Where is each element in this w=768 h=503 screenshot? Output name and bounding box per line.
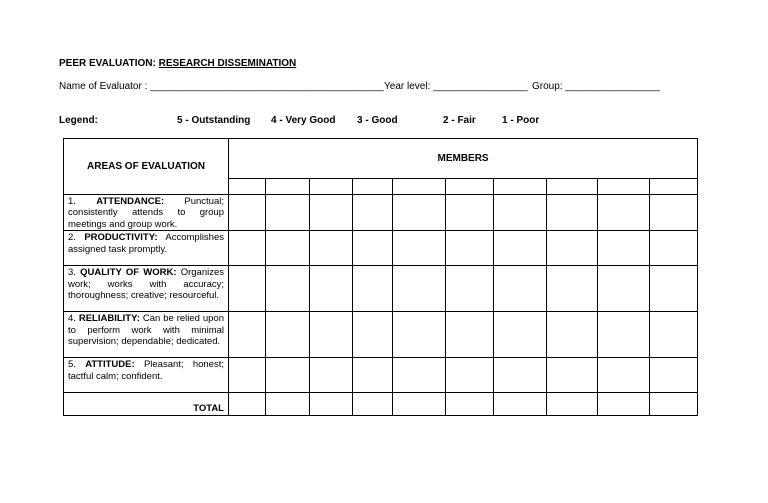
- score-cell[interactable]: [266, 266, 310, 312]
- score-cell[interactable]: [229, 266, 266, 312]
- score-cell[interactable]: [229, 358, 266, 393]
- total-cell[interactable]: [446, 393, 494, 416]
- score-cell[interactable]: [547, 195, 598, 231]
- member-name-cell[interactable]: [547, 179, 598, 195]
- members-header: MEMBERS: [229, 139, 698, 179]
- score-cell[interactable]: [494, 358, 547, 393]
- total-cell[interactable]: [494, 393, 547, 416]
- year-level-field[interactable]: Year level: _________________: [384, 81, 528, 92]
- criterion-row-attendance: [64, 195, 698, 231]
- score-cell[interactable]: [446, 266, 494, 312]
- score-cell[interactable]: [598, 312, 650, 358]
- criterion-description: Pleasant; honest; tactful calm; confident.: [68, 359, 224, 382]
- score-cell[interactable]: [393, 358, 446, 393]
- score-cell[interactable]: [393, 312, 446, 358]
- criterion-description: Organizes work; works with accuracy; thoroughness; creative; resourceful.: [68, 267, 225, 302]
- legend-item-very-good: 4 - Very Good: [271, 115, 336, 126]
- score-cell[interactable]: [353, 266, 393, 312]
- score-cell[interactable]: [547, 358, 598, 393]
- criterion-number: 2.: [68, 232, 85, 244]
- score-cell[interactable]: [598, 195, 650, 231]
- total-cell[interactable]: [650, 393, 698, 416]
- score-cell[interactable]: [229, 312, 266, 358]
- group-field[interactable]: Group: _________________: [532, 81, 660, 92]
- criterion-row-attitude: [64, 358, 698, 393]
- criterion-number: 1.: [68, 196, 97, 207]
- score-cell[interactable]: [393, 266, 446, 312]
- score-cell[interactable]: [650, 195, 698, 231]
- criterion-name: ATTENDANCE:: [96, 196, 165, 207]
- score-cell[interactable]: [650, 312, 698, 358]
- legend-label: Legend:: [59, 115, 98, 126]
- total-row: [64, 393, 698, 416]
- score-cell[interactable]: [229, 195, 266, 231]
- legend-item-fair: 2 - Fair: [443, 115, 476, 126]
- score-cell[interactable]: [266, 358, 310, 393]
- total-label: TOTAL: [64, 393, 229, 416]
- criterion-reliability: [64, 312, 229, 358]
- member-name-cell[interactable]: [229, 179, 266, 195]
- criterion-name: QUALITY OF WORK:: [80, 267, 177, 279]
- evaluation-table: [63, 138, 698, 416]
- score-cell[interactable]: [353, 312, 393, 358]
- criterion-quality-of-work: [64, 266, 229, 312]
- areas-of-evaluation-header: AREAS OF EVALUATION: [64, 139, 229, 195]
- score-cell[interactable]: [310, 266, 353, 312]
- criterion-productivity: [64, 231, 229, 266]
- legend-item-good: 3 - Good: [357, 115, 398, 126]
- criterion-number: 3.: [68, 267, 81, 279]
- title-main: RESEARCH DISSEMINATION: [158, 58, 297, 69]
- total-cell[interactable]: [266, 393, 310, 416]
- score-cell[interactable]: [650, 266, 698, 312]
- criterion-row-reliability: [64, 312, 698, 358]
- score-cell[interactable]: [446, 231, 494, 266]
- criterion-description: Accomplishes assigned task promptly.: [68, 232, 224, 255]
- criterion-number: 4.: [68, 313, 79, 325]
- score-cell[interactable]: [446, 358, 494, 393]
- score-cell[interactable]: [353, 195, 393, 231]
- score-cell[interactable]: [650, 358, 698, 393]
- criterion-row-productivity: [64, 231, 698, 266]
- member-name-cell[interactable]: [446, 179, 494, 195]
- criterion-attendance: [64, 195, 229, 231]
- member-name-cell[interactable]: [598, 179, 650, 195]
- total-cell[interactable]: [598, 393, 650, 416]
- score-cell[interactable]: [393, 195, 446, 231]
- score-cell[interactable]: [494, 231, 547, 266]
- score-cell[interactable]: [266, 312, 310, 358]
- member-name-cell[interactable]: [650, 179, 698, 195]
- score-cell[interactable]: [310, 195, 353, 231]
- total-cell[interactable]: [353, 393, 393, 416]
- title-separator: :: [152, 58, 159, 69]
- legend-item-poor: 1 - Poor: [502, 115, 540, 126]
- criterion-name: PRODUCTIVITY:: [84, 232, 158, 244]
- score-cell[interactable]: [266, 195, 310, 231]
- score-cell[interactable]: [494, 266, 547, 312]
- score-cell[interactable]: [547, 266, 598, 312]
- score-cell[interactable]: [310, 312, 353, 358]
- score-cell[interactable]: [547, 231, 598, 266]
- evaluator-name-field[interactable]: Name of Evaluator : __________________________________________: [59, 81, 384, 92]
- member-name-cell[interactable]: [494, 179, 547, 195]
- criterion-name: RELIABILITY:: [78, 313, 140, 325]
- total-cell[interactable]: [393, 393, 446, 416]
- score-cell[interactable]: [494, 195, 547, 231]
- member-name-cell[interactable]: [266, 179, 310, 195]
- score-cell[interactable]: [229, 231, 266, 266]
- criterion-description: Punctual; consistently attends to group meetings and group work.: [68, 196, 224, 230]
- score-cell[interactable]: [266, 231, 310, 266]
- score-cell[interactable]: [598, 358, 650, 393]
- score-cell[interactable]: [353, 231, 393, 266]
- total-cell[interactable]: [547, 393, 598, 416]
- title-prefix: PEER EVALUATION: [59, 58, 153, 69]
- score-cell[interactable]: [446, 195, 494, 231]
- total-cell[interactable]: [310, 393, 353, 416]
- score-cell[interactable]: [547, 312, 598, 358]
- criterion-row-quality-of-work: [64, 266, 698, 312]
- legend-item-outstanding: 5 - Outstanding: [177, 115, 251, 126]
- score-cell[interactable]: [598, 231, 650, 266]
- criterion-number: 5.: [68, 359, 86, 371]
- score-cell[interactable]: [393, 231, 446, 266]
- score-cell[interactable]: [494, 312, 547, 358]
- score-cell[interactable]: [310, 358, 353, 393]
- total-cell[interactable]: [229, 393, 266, 416]
- criterion-attitude: [64, 358, 229, 393]
- score-cell[interactable]: [598, 266, 650, 312]
- member-name-cell[interactable]: [310, 179, 353, 195]
- member-name-cell[interactable]: [393, 179, 446, 195]
- page-title: [59, 58, 296, 69]
- score-cell[interactable]: [446, 312, 494, 358]
- score-cell[interactable]: [353, 358, 393, 393]
- criterion-description: Can be relied upon to perform work with minimal supervision; dependable; dedicated.: [68, 313, 225, 348]
- criterion-name: ATTITUDE:: [85, 359, 135, 371]
- score-cell[interactable]: [310, 231, 353, 266]
- score-cell[interactable]: [650, 231, 698, 266]
- member-name-cell[interactable]: [353, 179, 393, 195]
